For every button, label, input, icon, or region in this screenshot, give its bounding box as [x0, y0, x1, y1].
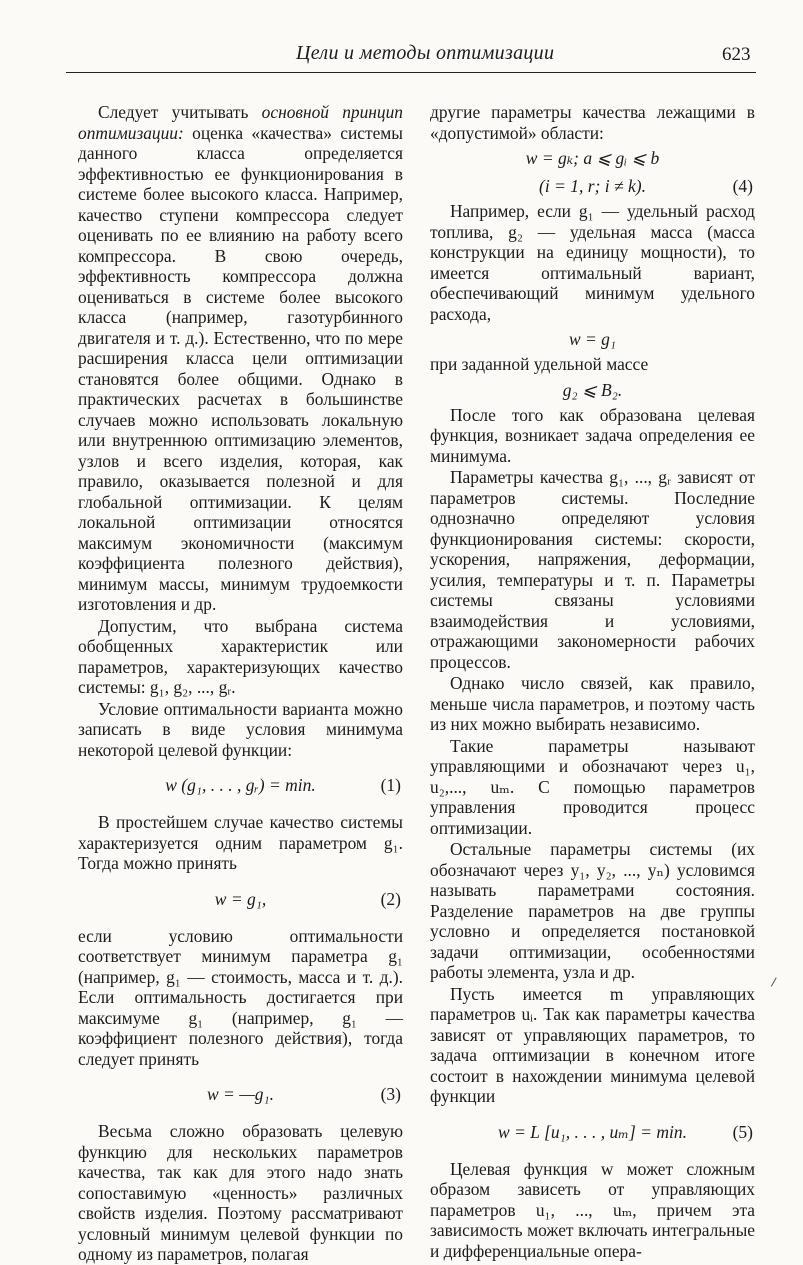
paragraph: Например, если g₁ — удельный расход топлива, g₂ — удельная масса (масса конструкции на единицу мощности), то имеется оптимальный вариант, обеспечивающий минимум удельного расхода, — [430, 201, 755, 324]
equation-2 — [78, 884, 403, 914]
equation-4-line-1 — [430, 145, 755, 171]
equation-5 — [430, 326, 755, 352]
paragraph: Однако число связей, как правило, меньше числа параметров, и поэтому часть из них можно выбирать независимо. — [430, 673, 755, 734]
paragraph: если условию оптимальности соответствует минимум параметра g₁ (например, g₁ — стоимость, масса и т. д.). Если оптимальность достигается при максимуме g₁ (например, g₁ — коэффициент полезного действия), тогда следует принять — [78, 925, 403, 1069]
equation-7 — [430, 1117, 755, 1147]
paragraph: Целевая функция w может сложным образом зависеть от управляющих параметров u₁, ..., uₘ, причем эта зависимость может включать интегральные и дифференциальные опера- — [430, 1158, 755, 1261]
equation-1 — [78, 770, 403, 800]
paragraph: После того как образована целевая функция, возникает задача определения ее минимума. — [430, 404, 755, 466]
equation-number: (5) — [732, 1121, 753, 1142]
header-rule — [66, 72, 756, 73]
equation-number: (4) — [732, 176, 753, 196]
equation-text: g₂ ⩽ B₂. — [562, 379, 623, 400]
paragraph: Такие параметры называют управляющими и обозначают через u₁, u₂,..., uₘ. С помощью параметров управления проводится процесс оптимизации. — [430, 735, 755, 838]
italic-phrase: основной принцип оптимизации: — [78, 102, 403, 143]
paragraph: при заданной удельной массе — [430, 354, 649, 374]
equation-4-line-2 — [430, 173, 755, 199]
paragraph: Остальные параметры системы (их обозначают через y₁, y₂, ..., yₙ) условимся называть параметрами состояния. Разделение параметров на две группы условно и определяется постановкой задачи оптимизации, особенностями работы элемента, узла и др. — [430, 839, 755, 982]
paragraph: Условие оптимальности варианта можно записать в виде условия минимума некоторой целевой функции: — [78, 698, 403, 760]
equation-text: w = gₖ; a ⩽ gᵢ ⩽ b — [525, 148, 660, 168]
paragraph: Следует учитывать основной принцип оптимизации: оценка «качества» системы данного класса определяется эффективностью ее функционирования в системе более высокого класса. Например, качество ступени компрессора следует оценивать по ее влиянию на работу всего компрессора. В свою очередь, эффективность компрессора должна оцениваться в системе более высокого класса (например, газотурбинного двигателя и т. д.). Естественно, что по мере расширения класса цели оптимизации становятся более общими. Однако в практических расчетах в большинстве случаев можно использовать локальную или внутреннюю оптимизацию элементов, узлов и всего изделия, которая, как правило, оказывается полезной и для глобальной оптимизации. К целям локальной оптимизации относятся максимум экономичности (максимум коэффициента полезного действия), минимум массы, минимум трудоемкости изготовления и др. — [78, 102, 403, 614]
equation-text: w (g₁, . . . , gᵣ) = min. — [165, 775, 316, 795]
left-column — [78, 102, 403, 1265]
right-column — [430, 102, 755, 1261]
paragraph: Параметры качества g₁, ..., gᵣ зависят от параметров системы. Последние однозначно определяют условия функционирования системы: скорости, ускорения, напряжения, деформации, усилия, температуры и т. п. Параметры системы связаны условиями взаимодействия и условиями, отражающими закономерности рабочих процессов. — [430, 467, 755, 672]
page-header — [0, 38, 803, 72]
equation-6 — [430, 377, 755, 403]
equation-text: w = g₁, — [214, 888, 267, 909]
equation-text: w = L [u₁, . . . , uₘ] = min. — [498, 1121, 687, 1142]
page-number: 623 — [722, 44, 751, 65]
equation-3 — [78, 1079, 403, 1109]
equation-number: (1) — [380, 775, 401, 795]
paragraph: Пусть имеется m управляющих параметров uᵢ. Так как параметры качества зависят от управляющих параметров, то задача оптимизации в конечном итоге состоит в нахождении минимума целевой функции — [430, 983, 755, 1106]
equation-text: w = g₁ — [568, 329, 617, 349]
equation-number: (2) — [380, 888, 401, 909]
paragraph: другие параметры качества лежащими в «допустимой» области: — [430, 102, 755, 143]
paragraph: В простейшем случае качество системы характеризуется одним параметром g₁. Тогда можно принять — [78, 812, 403, 873]
equation-text: (i = 1, r; i ≠ k). — [539, 176, 646, 196]
paragraph: Допустим, что выбрана система обобщенных характеристик или параметров, характеризующих качество системы: g₁, g₂, ..., gᵣ. — [78, 615, 403, 697]
paragraph: Весьма сложно образовать целевую функцию для нескольких параметров качества, так как для этого надо знать сопоставимую «ценность» различных свойств изделия. Поэтому рассматривают условный минимум целевой функции по одному из параметров, полагая — [78, 1121, 403, 1264]
running-title: Цели и методы оптимизации — [296, 42, 555, 64]
equation-text: w = —g₁. — [206, 1084, 274, 1104]
equation-number: (3) — [380, 1084, 401, 1104]
margin-ink-mark — [771, 977, 780, 988]
